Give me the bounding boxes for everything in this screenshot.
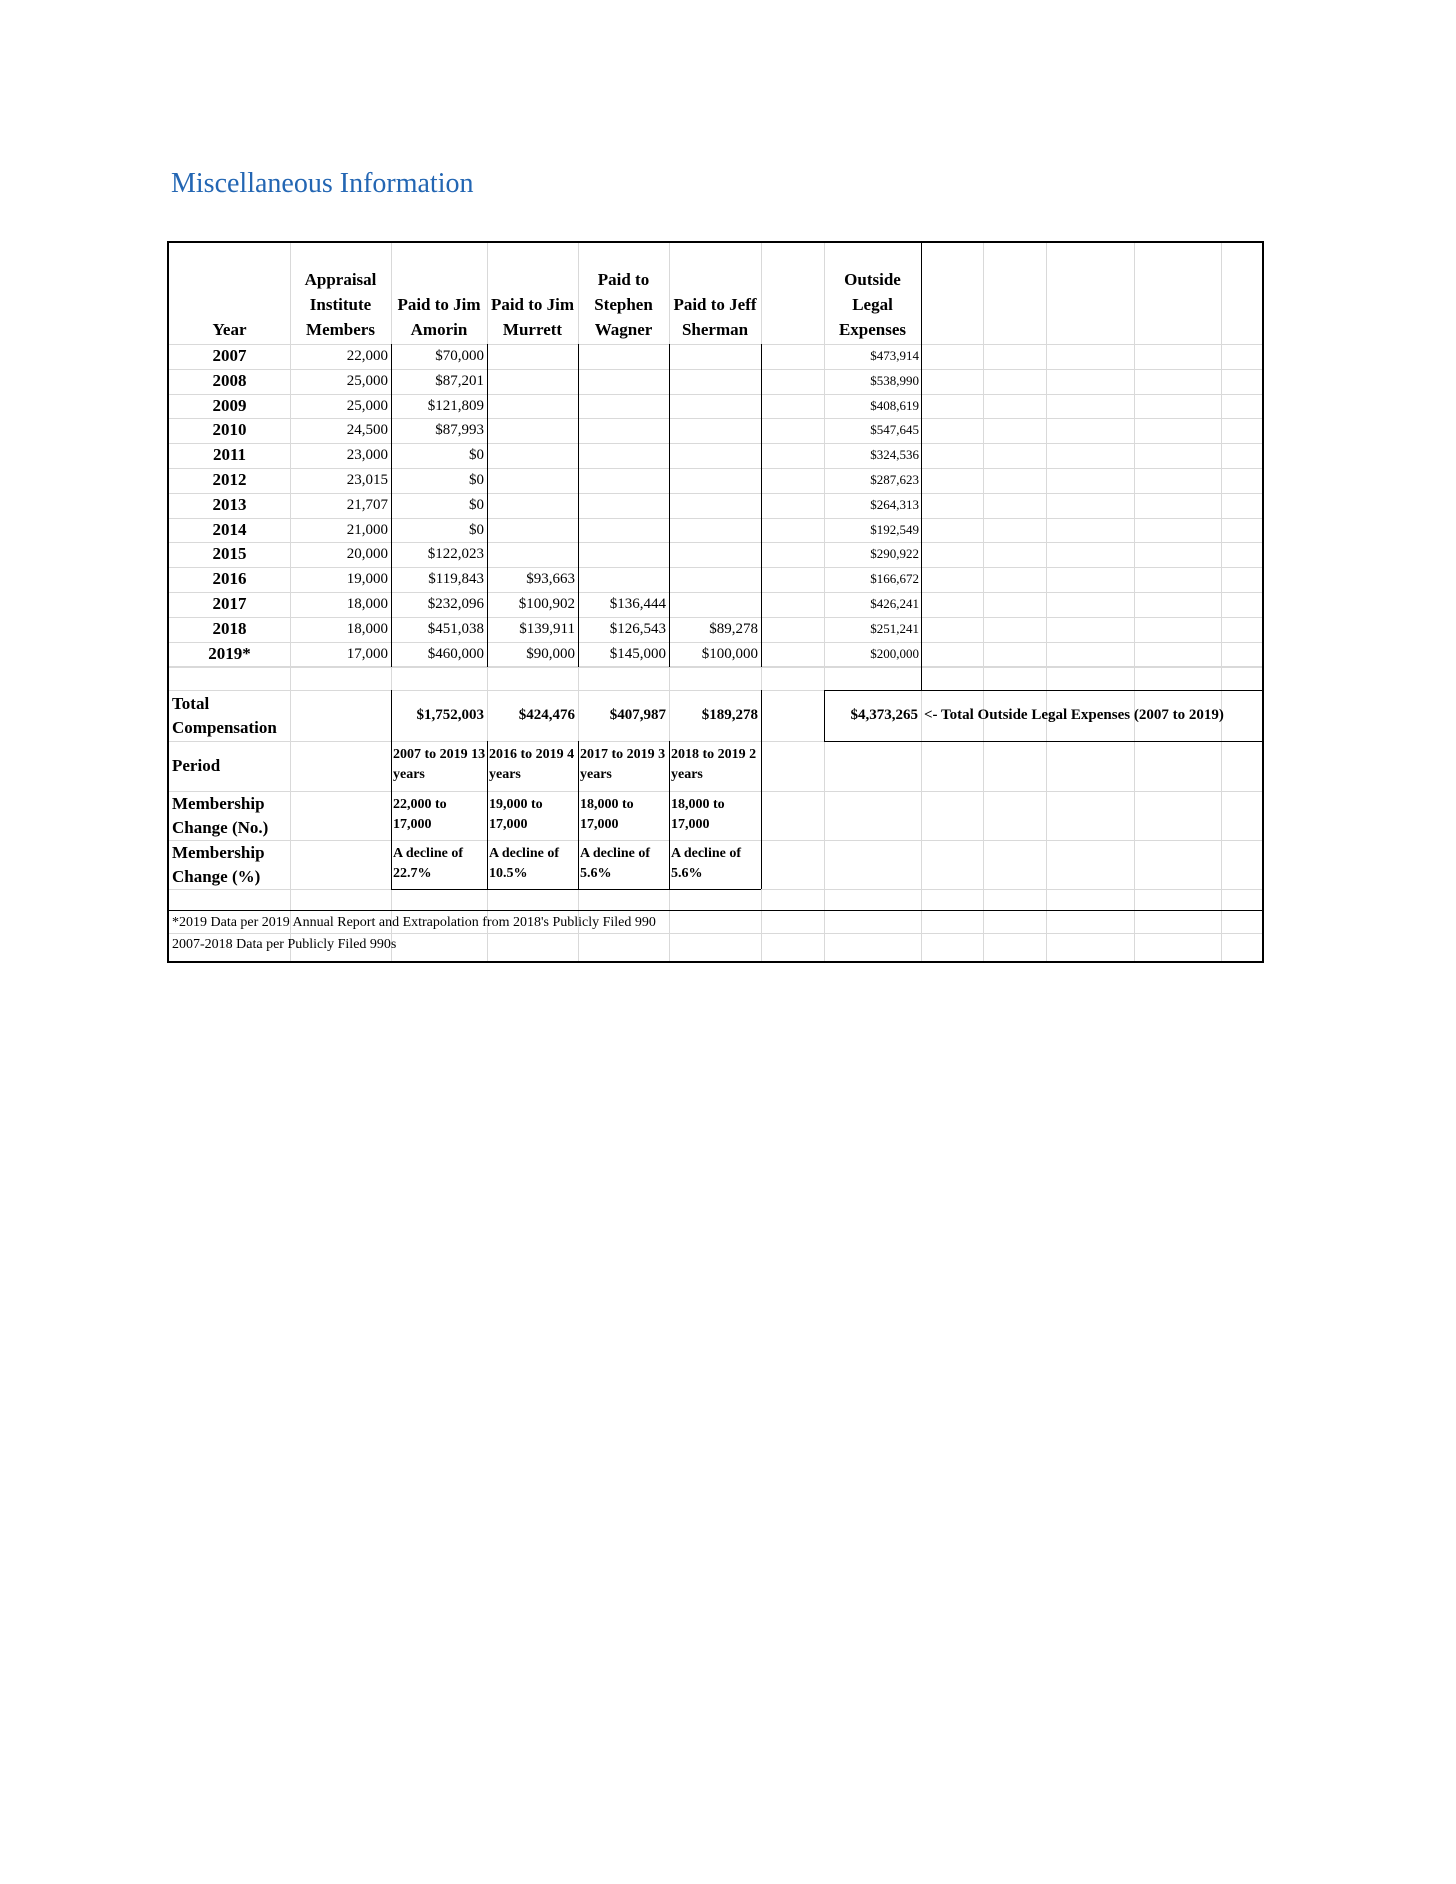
border-vertical [487, 344, 488, 667]
cell-murrett [487, 518, 578, 543]
cell-amorin: $451,038 [427, 620, 484, 637]
membership_change_no-label: Membership Change (No.) [172, 793, 269, 837]
cell-members: 23,000 [346, 447, 388, 464]
cell-members: 23,015 [346, 472, 388, 488]
cell-sherman: $100,000 [701, 645, 758, 662]
border-horizontal [824, 741, 1264, 742]
border-vertical [921, 243, 922, 690]
cell-legal: $290,922 [870, 546, 919, 562]
cell-murrett: $139,911 [519, 620, 575, 637]
row-year: 2019* [208, 643, 251, 663]
border-horizontal [824, 690, 1264, 691]
legal-total: $4,373,265 [850, 707, 918, 723]
total-amorin: $1,752,003 [416, 707, 484, 723]
period-murrett: 2016 to 2019 4 years [489, 747, 575, 782]
cell-sherman: $89,278 [709, 620, 758, 637]
border-vertical [391, 344, 392, 667]
gridline-vertical [1134, 243, 1135, 961]
gridline-horizontal [169, 933, 1262, 934]
total-sherman: $189,278 [701, 707, 758, 723]
cell-sherman [669, 567, 761, 592]
cell-wagner [578, 369, 669, 394]
gridline-horizontal [169, 791, 1262, 792]
cell-murrett [487, 394, 578, 419]
footnote-1: *2019 Data per 2019 Annual Report and Extrapolation from 2018's Publicly Filed 990 [172, 915, 656, 930]
cell-legal: $166,672 [870, 571, 919, 587]
border-vertical [669, 344, 670, 667]
cell-members: 20,000 [346, 546, 388, 563]
row-year: 2008 [212, 370, 247, 390]
cell-amorin: $87,201 [435, 372, 484, 389]
cell-legal: $408,619 [870, 397, 919, 413]
cell-legal: $547,645 [870, 422, 919, 438]
cell-sherman [669, 418, 761, 443]
header-sherman: Paid to Jeff Sherman [673, 295, 757, 339]
cell-amorin: $122,023 [427, 546, 484, 563]
gridline-vertical [1221, 243, 1222, 961]
cell-murrett [487, 493, 578, 518]
cell-wagner [578, 518, 669, 543]
border-vertical [761, 344, 762, 667]
period-amorin: 2007 to 2019 13 years [393, 747, 486, 782]
cell-wagner: $126,543 [609, 620, 666, 637]
border-horizontal [391, 889, 761, 890]
row-year: 2014 [212, 519, 247, 539]
membership_change_pct-murrett: A decline of 10.5% [489, 846, 559, 881]
spreadsheet-table [167, 241, 1264, 963]
row-year: 2011 [212, 445, 247, 465]
membership_change_pct-label: Membership Change (%) [172, 842, 265, 886]
cell-legal: $192,549 [870, 521, 919, 537]
cell-sherman [669, 592, 761, 617]
cell-amorin: $0 [469, 496, 484, 513]
cell-sherman [669, 542, 761, 567]
cell-legal: $473,914 [870, 348, 919, 363]
row-year: 2012 [212, 470, 247, 489]
period-sherman: 2018 to 2019 2 years [671, 747, 757, 782]
row-year: 2018 [212, 618, 247, 638]
cell-members: 21,707 [346, 496, 388, 513]
membership_change_pct-amorin: A decline of 22.7% [393, 846, 463, 881]
border-vertical [487, 741, 488, 889]
cell-murrett [487, 344, 578, 369]
cell-murrett [487, 369, 578, 394]
page-title: Miscellaneous Information [171, 168, 474, 199]
membership_change_no-murrett: 19,000 to 17,000 [489, 797, 543, 832]
cell-murrett: $93,663 [526, 571, 575, 588]
cell-sherman [669, 443, 761, 468]
cell-legal: $287,623 [870, 472, 919, 487]
border-vertical [669, 741, 670, 889]
membership_change_no-amorin: 22,000 to 17,000 [393, 797, 447, 832]
cell-amorin: $0 [469, 472, 484, 488]
footnote-2: 2007-2018 Data per Publicly Filed 990s [172, 937, 397, 952]
cell-sherman [669, 369, 761, 394]
cell-legal: $264,313 [870, 496, 919, 512]
cell-wagner [578, 567, 669, 592]
cell-members: 18,000 [346, 596, 388, 612]
header-amorin: Paid to Jim Amorin [397, 295, 481, 339]
cell-sherman [669, 468, 761, 493]
cell-murrett [487, 418, 578, 443]
cell-amorin: $0 [469, 447, 484, 464]
gridline-vertical [1046, 243, 1047, 961]
row-year: 2009 [212, 395, 247, 415]
period-label: Period [172, 756, 221, 775]
membership_change_pct-wagner: A decline of 5.6% [580, 846, 650, 881]
gridline-horizontal [169, 667, 1262, 668]
border-vertical [824, 690, 825, 741]
cell-wagner [578, 418, 669, 443]
cell-sherman [669, 518, 761, 543]
border-vertical [391, 690, 392, 889]
cell-sherman [669, 493, 761, 518]
membership_change_pct-sherman: A decline of 5.6% [671, 846, 741, 881]
border-vertical [578, 344, 579, 667]
row-year: 2015 [212, 544, 247, 564]
cell-wagner [578, 468, 669, 493]
cell-legal: $324,536 [870, 447, 919, 463]
cell-members: 22,000 [346, 348, 388, 364]
cell-wagner [578, 443, 669, 468]
row-year: 2013 [212, 494, 247, 514]
border-vertical [578, 741, 579, 889]
cell-wagner: $136,444 [609, 596, 666, 612]
cell-legal: $251,241 [870, 620, 919, 636]
cell-amorin: $121,809 [427, 397, 484, 414]
gridline-vertical [983, 243, 984, 961]
total-label: Total Compensation [172, 694, 277, 737]
period-wagner: 2017 to 2019 3 years [580, 747, 666, 782]
cell-legal: $200,000 [870, 645, 919, 661]
cell-wagner: $145,000 [609, 645, 666, 662]
row-year: 2016 [212, 569, 247, 589]
legal-total-note: <- Total Outside Legal Expenses (2007 to 2019) [924, 707, 1224, 723]
cell-amorin: $87,993 [435, 422, 484, 439]
cell-amorin: $70,000 [435, 348, 484, 364]
border-horizontal [169, 910, 1264, 911]
border-vertical [761, 690, 762, 889]
total-wagner: $407,987 [609, 707, 666, 723]
cell-members: 21,000 [346, 521, 388, 538]
cell-members: 25,000 [346, 397, 388, 414]
cell-members: 18,000 [346, 620, 388, 637]
header-murrett: Paid to Jim Murrett [490, 295, 575, 339]
cell-sherman [669, 394, 761, 419]
cell-murrett: $100,902 [518, 596, 575, 612]
cell-wagner [578, 493, 669, 518]
cell-wagner [578, 344, 669, 369]
cell-members: 24,500 [346, 422, 388, 439]
header-wagner: Paid to Stephen Wagner [594, 270, 653, 339]
cell-murrett [487, 468, 578, 493]
membership_change_no-sherman: 18,000 to 17,000 [671, 797, 725, 832]
membership_change_no-wagner: 18,000 to 17,000 [580, 797, 634, 832]
header-members: Appraisal Institute Members [304, 270, 377, 339]
header-year: Year [212, 320, 247, 339]
cell-members: 19,000 [346, 571, 388, 588]
cell-wagner [578, 394, 669, 419]
row-year: 2010 [212, 420, 247, 440]
cell-sherman [669, 344, 761, 369]
cell-wagner [578, 542, 669, 567]
total-murrett: $424,476 [518, 707, 575, 723]
cell-amorin: $232,096 [427, 596, 484, 612]
cell-murrett [487, 443, 578, 468]
cell-murrett: $90,000 [526, 645, 575, 662]
cell-legal: $538,990 [870, 372, 919, 388]
cell-amorin: $460,000 [427, 645, 484, 662]
cell-members: 25,000 [346, 372, 388, 389]
cell-members: 17,000 [346, 645, 388, 662]
cell-amorin: $0 [469, 521, 484, 538]
cell-legal: $426,241 [870, 596, 919, 611]
cell-amorin: $119,843 [428, 571, 484, 588]
gridline-horizontal [169, 840, 1262, 841]
header-legal: Outside Legal Expenses [838, 270, 907, 339]
row-year: 2007 [212, 346, 247, 365]
row-year: 2017 [212, 594, 247, 613]
cell-murrett [487, 542, 578, 567]
